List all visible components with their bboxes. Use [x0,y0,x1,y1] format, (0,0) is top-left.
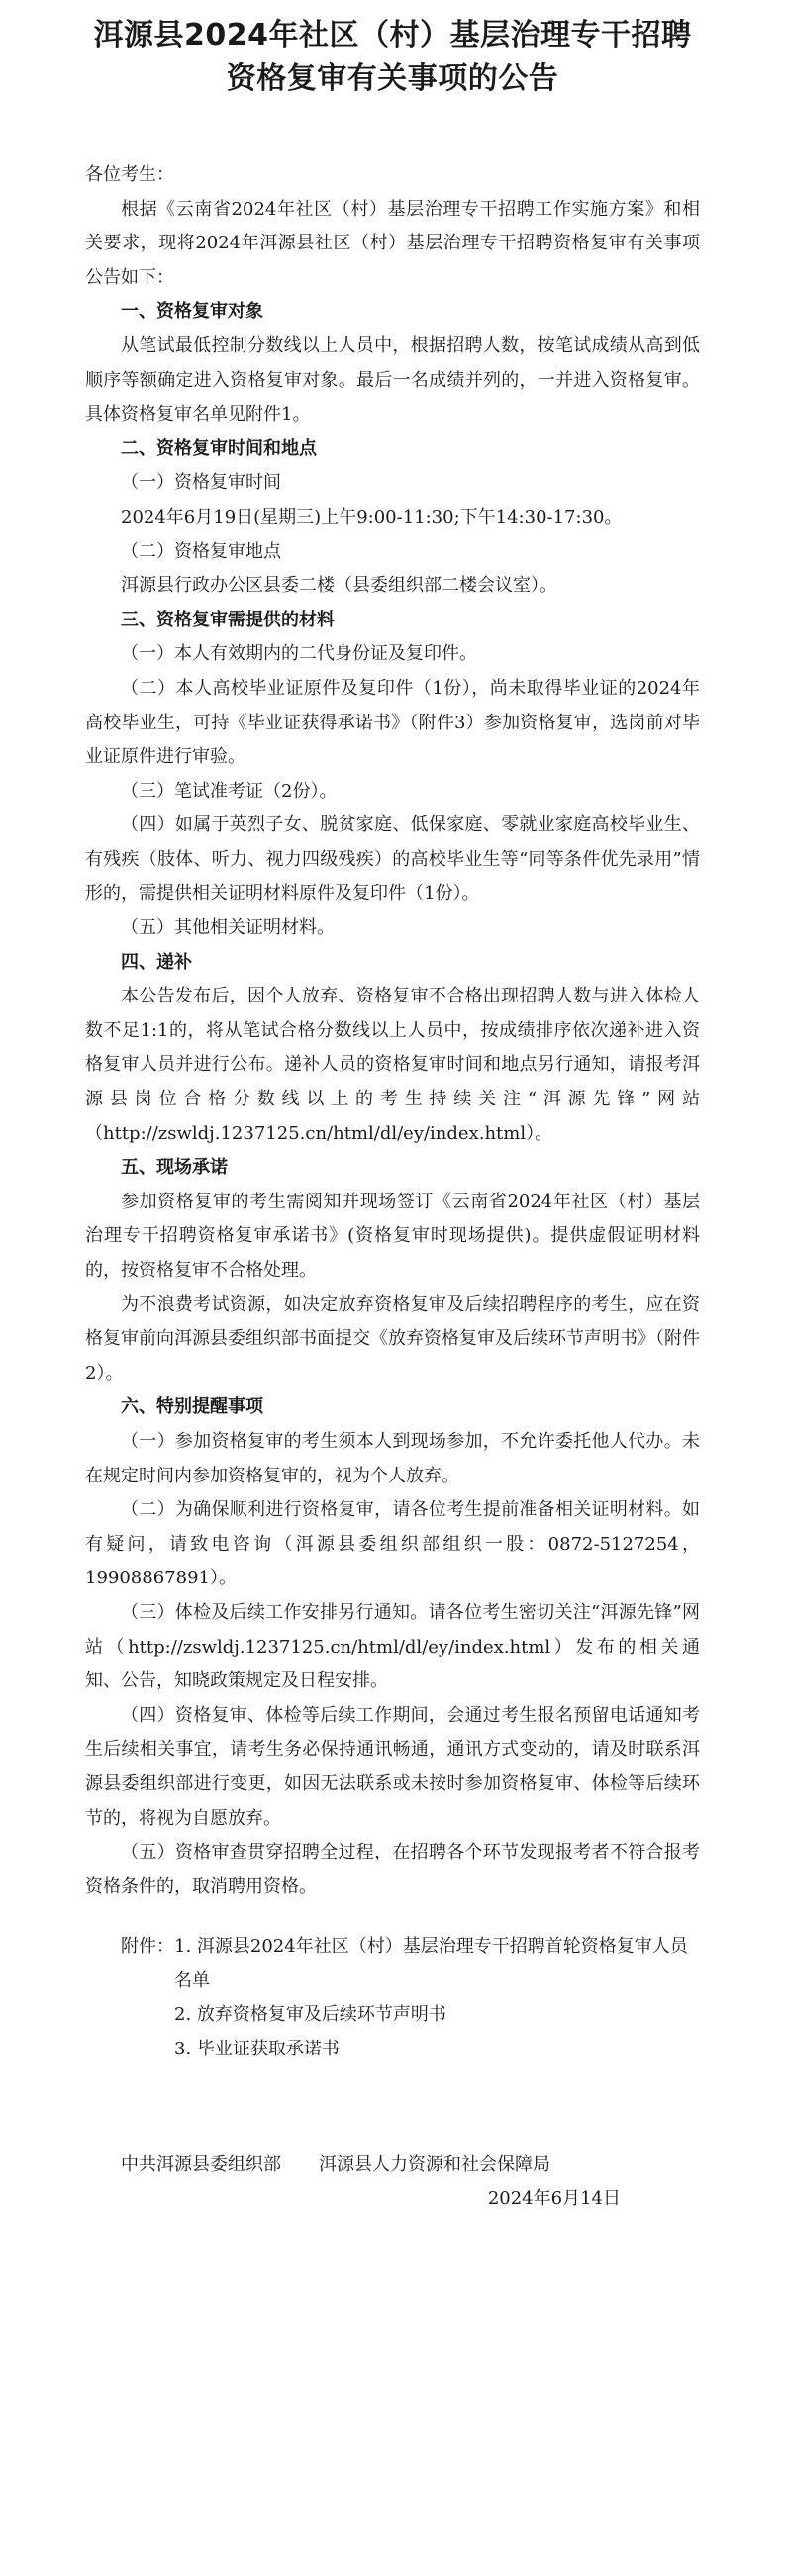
section-paragraph: （五）资格审查贯穿招聘全过程，在招聘各个环节发现报考者不符合报考资格条件的，取消聘用资格。 [85,1842,700,1897]
section-paragraph: （三）笔试准考证（2份）。 [121,780,338,802]
section-5 [85,1151,700,1390]
section-paragraph: （一）本人有效期内的二代身份证及复印件。 [121,643,477,665]
section-heading: 二、资格复审时间和地点 [121,437,317,459]
section-2 [85,432,700,604]
title-line-2: 资格复审有关事项的公告 [226,61,559,96]
signature-block [85,2148,700,2217]
page-title [85,14,700,101]
section-paragraph: 洱源县行政办公区县委二楼（县委组织部二楼会议室）。 [121,575,557,597]
section-paragraph: （二）为确保顺利进行资格复审，请各位考生提前准备相关证明材料。如有疑问，请致电咨询（洱源县委组织部组织一股：0872-5127254，19908867891）。 [85,1499,700,1589]
section-paragraph: （四）资格复审、体检等后续工作期间，会通过考生报名预留电话通知考生后续相关事宜，请考生务必保持通讯畅通，通讯方式变动的，请及时联系洱源县委组织部进行变更，如因无法联系或未按时参加资格复审、体检等后续环节的，将视为自愿放弃。 [85,1704,700,1829]
section-paragraph: （五）其他相关证明材料。 [121,917,335,939]
section-paragraph: 参加资格复审的考生需阅知并现场签订《云南省2024年社区（村）基层治理专干招聘资格复审承诺书》(资格复审时现场提供)。提供虚假证明材料的，按资格复审不合格处理。 [85,1191,700,1281]
section-heading: 三、资格复审需提供的材料 [121,609,335,630]
attachments-label: 附件： [121,1936,174,1957]
section-paragraph: （二）资格复审地点 [121,540,281,562]
section-paragraph: （一）参加资格复审的考生须本人到现场参加，不允许委托他人代办。未在规定时间内参加资格复审的，视为个人放弃。 [85,1430,700,1486]
section-paragraph: 本公告发布后，因个人放弃、资格复审不合格出现招聘人数与进入体检人数不足1:1的，将从笔试合格分数线以上人员中，按成绩排序依次递补进入资格复审人员并进行公布。递补人员的资格复审时间和地点另行通知，请报考洱源县岗位合格分数线以上的考生持续关注“洱源先锋”网站（http://zswldj.1237125.cn/html/dl/ey/index.html）。 [85,986,700,1144]
section-heading: 一、资格复审对象 [121,301,263,323]
section-paragraph: （一）资格复审时间 [121,472,281,494]
section-4 [85,946,700,1152]
section-paragraph: 从笔试最低控制分数线以上人员中，根据招聘人数，按笔试成绩从高到低顺序等额确定进入资格复审对象。最后一名成绩并列的，一并进入资格复审。具体资格复审名单见附件1。 [85,334,700,426]
section-paragraph: 2024年6月19日(星期三)上午9:00-11:30;下午14:30-17:30。 [121,506,623,527]
attachment-item: 1. 洱源县2024年社区（村）基层治理专干招聘首轮资格复审人员名单 [174,1936,688,1991]
section-paragraph: （三）体检及后续工作安排另行通知。请各位考生密切关注“洱源先锋”网站（http://zswldj.1237125.cn/html/dl/ey/index.html）发布的相关通知、公告，知晓政策规定及日程安排。 [85,1601,700,1692]
signing-org-2: 洱源县人力资源和社会保障局 [319,2153,550,2175]
attachment-item: 2. 放弃资格复审及后续环节声明书 [174,2004,446,2026]
attachments-list [174,1930,700,2066]
signature-date: 2024年6月14日 [487,2188,621,2210]
section-3 [85,604,700,946]
section-1 [85,295,700,431]
section-heading: 五、现场承诺 [121,1157,228,1179]
attachments [85,1930,700,2066]
signing-org-1: 中共洱源县委组织部 [121,2153,281,2175]
section-paragraph: （四）如属于英烈子女、脱贫家庭、低保家庭、零就业家庭高校毕业生、有残疾（肢体、听力、视力四级残疾）的高校毕业生等“同等条件优先录用”情形的，需提供相关证明材料原件及复印件（1份）。 [85,814,700,905]
intro-paragraph: 根据《云南省2024年社区（村）基层治理专干招聘工作实施方案》和相关要求，现将2024年洱源县社区（村）基层治理专干招聘资格复审有关事项公告如下： [85,198,700,288]
section-paragraph: 为不浪费考试资源，如决定放弃资格复审及后续招聘程序的考生，应在资格复审前向洱源县委组织部书面提交《放弃资格复审及后续环节声明书》（附件2）。 [85,1293,700,1383]
title-line-1: 洱源县2024年社区（村）基层治理专干招聘 [93,18,692,52]
section-heading: 四、递补 [121,951,192,973]
salutation: 各位考生： [85,164,174,185]
section-paragraph: （二）本人高校毕业证原件及复印件（1份），尚未取得毕业证的2024年高校毕业生，可持《毕业证获得承诺书》（附件3）参加资格复审，选岗前对毕业证原件进行审验。 [85,677,700,768]
section-heading: 六、特别提醒事项 [121,1396,263,1418]
attachment-item: 3. 毕业证获取承诺书 [174,2039,340,2060]
section-6 [85,1390,700,1904]
